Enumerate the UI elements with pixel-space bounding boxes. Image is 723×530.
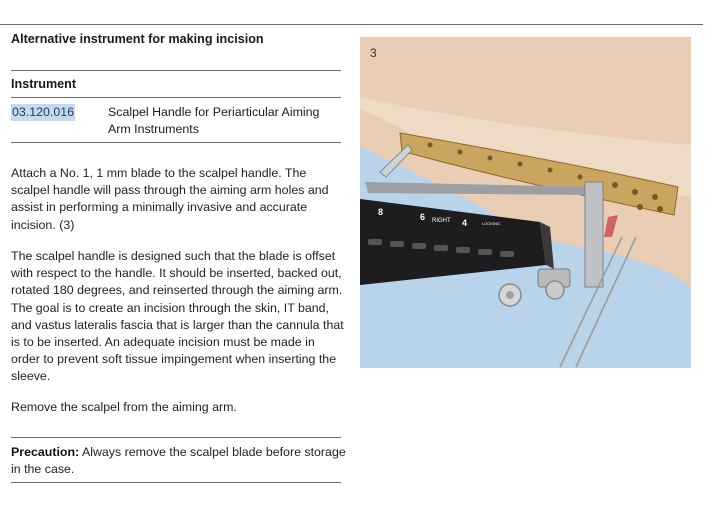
precaution-label: Precaution:: [11, 445, 80, 459]
title-rule: [11, 70, 341, 71]
instrument-rule: [11, 97, 341, 98]
precaution-note: [11, 444, 346, 478]
aiming-arm-vertical: [585, 182, 603, 287]
knob-left-center: [506, 291, 514, 299]
instrument-code: 03.120.016: [12, 105, 75, 119]
knob-right: [546, 281, 564, 299]
paragraph-remove-scalpel: Remove the scalpel from the aiming arm.: [11, 400, 237, 414]
section-title: Alternative instrument for making incision: [11, 32, 264, 46]
arm-label-right: RIGHT: [432, 218, 451, 224]
arm-label-8: 8: [378, 207, 384, 217]
arm-label-6: 6: [420, 212, 426, 222]
instrument-label: Instrument: [11, 77, 77, 91]
figure-number: 3: [370, 46, 377, 60]
precaution-bottom-rule: [11, 482, 341, 483]
paragraph-attach-blade: Attach a No. 1, 1 mm blade to the scalpel handle. The scalpel handle will pass through the aiming arm holes and assist in performing a minimally invasive and accurate incision. (3): [11, 166, 329, 232]
precaution-top-rule: [11, 437, 341, 438]
paragraph-blade-offset: The scalpel handle is designed such that the blade is offset with respect to the handle. It should be inserted, backed out, rotated 180 degrees, and reinserted through the aiming arm. The goal is to create an incision through the skin, IT band, and vastus lateralis fascia that is larger than the cannula that is to be inserted. An adequate incision must be made in order to prevent soft tissue impingement when inserting the sleeve.: [11, 249, 344, 384]
arm-label-locking: LOCKING: [482, 221, 501, 226]
figure-3-illustration: [360, 37, 691, 368]
arm-label-4: 4: [462, 218, 468, 228]
instrument-description: Scalpel Handle for Periarticular Aiming Arm Instruments: [108, 105, 320, 136]
instrument-bottom-rule: [11, 142, 341, 143]
top-rule: [0, 24, 703, 25]
precaution-text: Always remove the scalpel blade before storage in the case.: [11, 445, 346, 477]
aiming-arm-illustration: [360, 37, 691, 368]
